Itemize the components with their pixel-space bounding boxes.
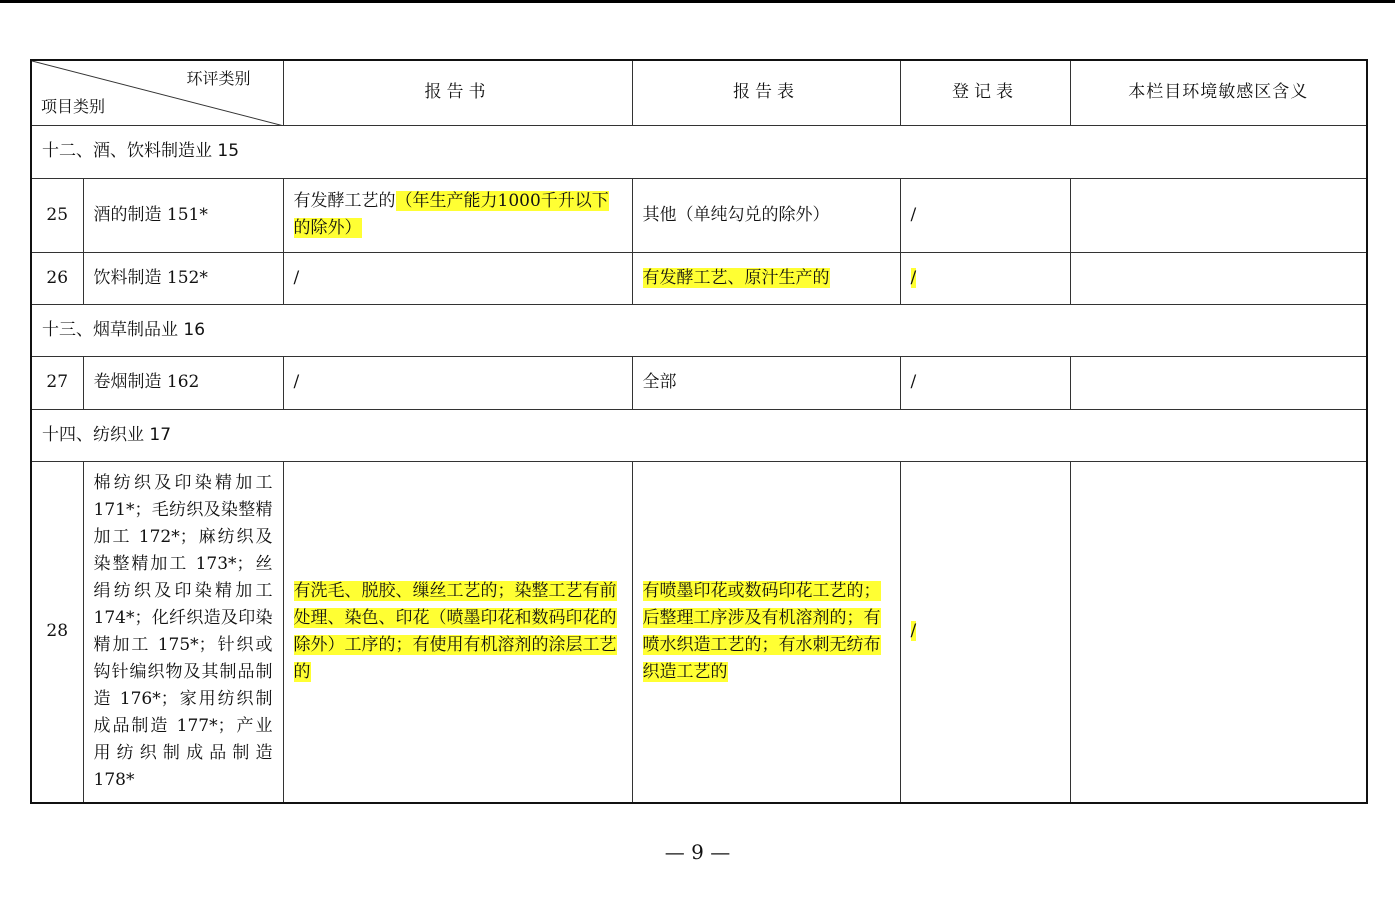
- table-row: [31, 178, 1367, 252]
- highlighted-text: 有发酵工艺、原汁生产的: [642, 267, 830, 288]
- project-name: 饮料制造 152*: [83, 252, 283, 304]
- report-book-text: 有发酵工艺的: [293, 191, 396, 211]
- col-header-sensitive-area: 本栏目环境敏感区含义: [1070, 60, 1367, 125]
- col-header-report-form: 报告表: [632, 60, 900, 125]
- register-cell: [900, 252, 1070, 304]
- header-row: [31, 60, 1367, 125]
- report-form-cell: 全部: [632, 356, 900, 409]
- diagonal-header-cell: [31, 60, 283, 125]
- report-book-cell: [283, 178, 632, 252]
- sensitive-area-cell: [1070, 461, 1367, 803]
- table-row: [31, 356, 1367, 409]
- project-category-label: 项目类别: [41, 96, 106, 116]
- highlighted-text: /: [910, 621, 917, 642]
- col-header-report-book: 报告书: [283, 60, 632, 125]
- project-name: 酒的制造 151*: [83, 178, 283, 252]
- row-number: 27: [31, 356, 83, 409]
- section-title: 十四、纺织业 17: [31, 409, 1367, 461]
- row-number: 25: [31, 178, 83, 252]
- col-header-register: 登记表: [900, 60, 1070, 125]
- highlighted-text: （年生产能力1000千升以下的除外）: [293, 191, 609, 238]
- table-row: [31, 252, 1367, 304]
- section-title: 十三、烟草制品业 16: [31, 304, 1367, 356]
- highlighted-text: 有喷墨印花或数码印花工艺的；后整理工序涉及有机溶剂的；有喷水织造工艺的；有水刺无纺布织造工艺的: [642, 580, 881, 682]
- sensitive-area-cell: [1070, 356, 1367, 409]
- report-form-cell: [632, 252, 900, 304]
- highlighted-text: /: [910, 267, 917, 288]
- report-book-cell: /: [283, 252, 632, 304]
- sensitive-area-cell: [1070, 178, 1367, 252]
- register-cell: /: [900, 356, 1070, 409]
- sensitive-area-cell: [1070, 252, 1367, 304]
- table-row: [31, 461, 1367, 803]
- register-cell: /: [900, 178, 1070, 252]
- section-row: [31, 125, 1367, 178]
- assessment-category-label: 环评类别: [186, 69, 251, 88]
- row-number: 28: [31, 461, 83, 803]
- row-number: 26: [31, 252, 83, 304]
- section-title: 十二、酒、饮料制造业 15: [31, 125, 1367, 178]
- page-number: — 9 —: [664, 840, 731, 864]
- report-form-cell: 其他（单纯勾兑的除外）: [632, 178, 900, 252]
- project-name: 棉纺织及印染精加工 171*；毛纺织及染整精加工 172*；麻纺织及染整精加工 173*；丝绢纺织及印染精加工 174*；化纤织造及印染精加工 175*；针织或钩针编织物及其制品制造 176*；家用纺织制成品制造 177*；产业用纺织制成品制造 178*: [83, 461, 283, 803]
- project-name: 卷烟制造 162: [83, 356, 283, 409]
- section-row: [31, 409, 1367, 461]
- report-form-cell: [632, 461, 900, 803]
- highlighted-text: 有洗毛、脱胶、缫丝工艺的；染整工艺有前处理、染色、印花（喷墨印花和数码印花的除外）工序的；有使用有机溶剂的涂层工艺的: [293, 580, 617, 682]
- environmental-assessment-table: [30, 59, 1368, 804]
- register-cell: [900, 461, 1070, 803]
- section-row: [31, 304, 1367, 356]
- top-rule: [0, 0, 1395, 3]
- report-book-cell: [283, 461, 632, 803]
- report-book-cell: /: [283, 356, 632, 409]
